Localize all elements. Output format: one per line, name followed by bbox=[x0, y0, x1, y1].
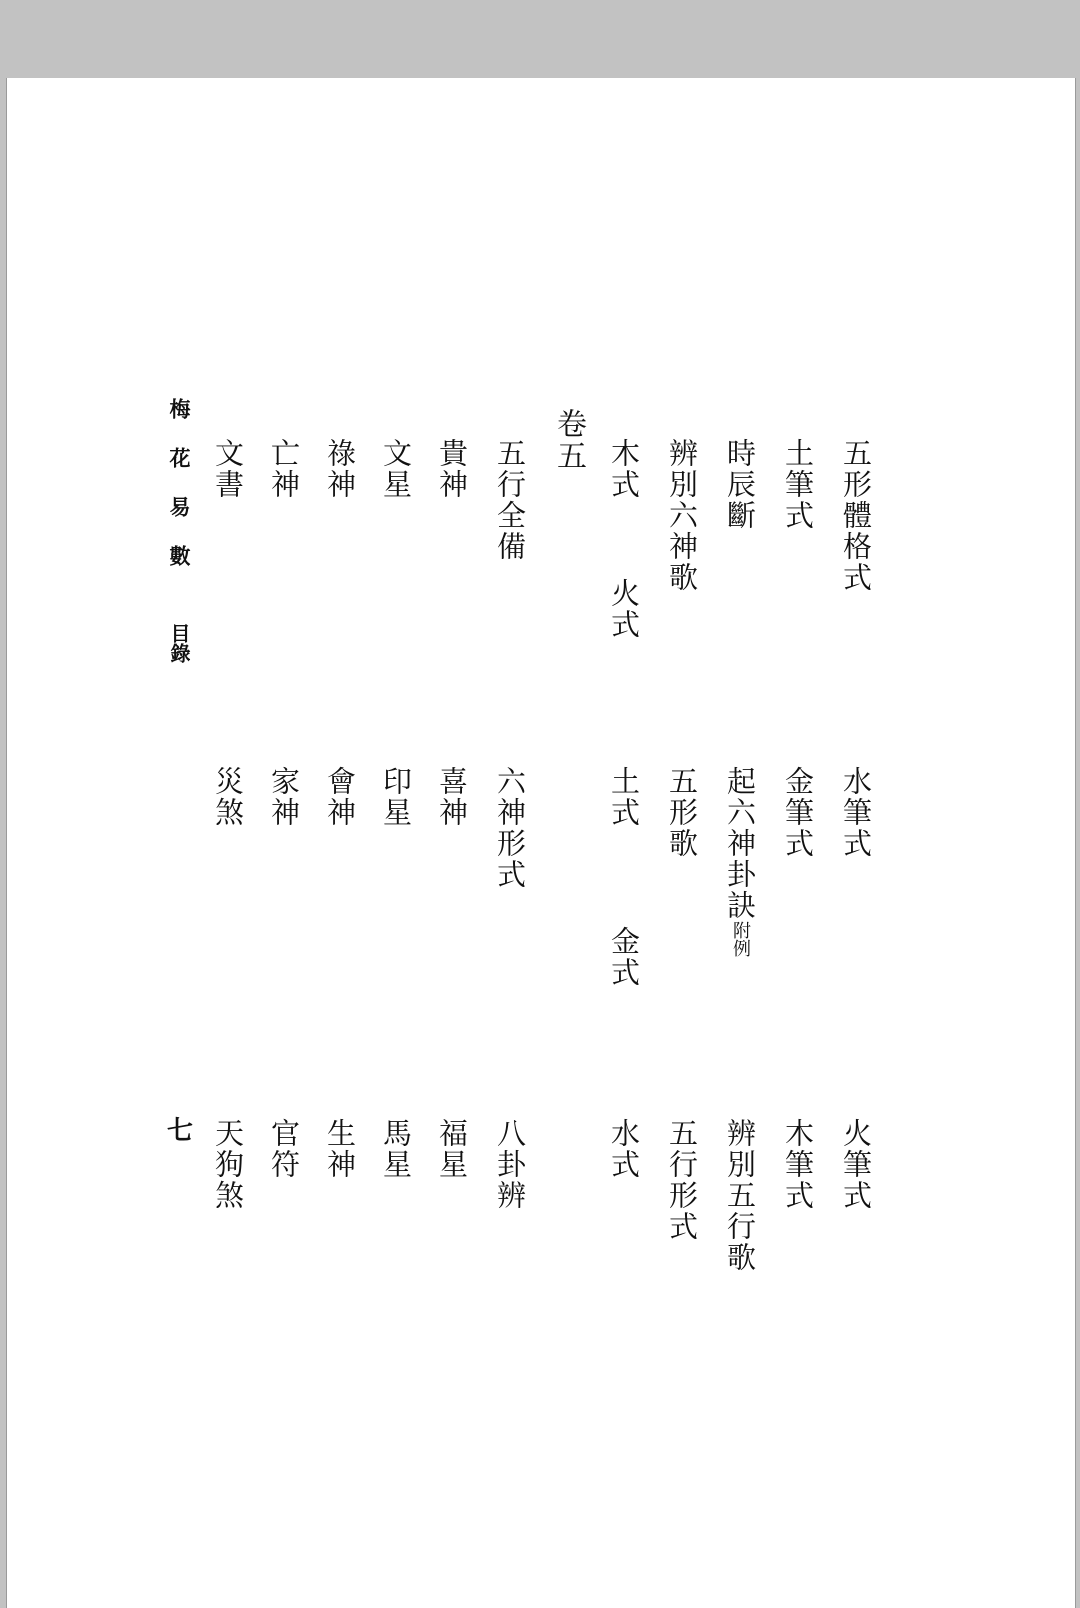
toc-entry: 辨別五行歌 bbox=[723, 1118, 757, 1273]
toc-entry: 官符 bbox=[267, 1118, 301, 1180]
toc-entry: 金式 bbox=[607, 926, 641, 988]
toc-entry: 火筆式 bbox=[839, 1118, 873, 1211]
running-title: 梅花易數 bbox=[167, 398, 192, 594]
toc-entry: 福星 bbox=[435, 1118, 469, 1180]
toc-entry-title: 起六神卦訣 bbox=[723, 766, 757, 921]
toc-entry: 喜神 bbox=[435, 766, 469, 828]
toc-entry bbox=[723, 766, 757, 957]
toc-entry: 家神 bbox=[267, 766, 301, 828]
toc-entry: 金筆式 bbox=[781, 766, 815, 859]
toc-entry: 文書 bbox=[211, 438, 245, 500]
toc-entry: 生神 bbox=[323, 1118, 357, 1180]
toc-entry: 亡神 bbox=[267, 438, 301, 500]
toc-entry: 貴神 bbox=[435, 438, 469, 500]
book-page bbox=[6, 78, 1076, 1608]
toc-entry: 辨別六神歌 bbox=[665, 438, 699, 593]
toc-entry: 五形體格式 bbox=[839, 438, 873, 593]
toc-entry: 五行全備 bbox=[493, 438, 527, 562]
toc-entry: 木式 bbox=[607, 438, 641, 500]
toc-entry: 文星 bbox=[379, 438, 413, 500]
toc-entry: 五形歌 bbox=[665, 766, 699, 859]
toc-entry: 六神形式 bbox=[493, 766, 527, 890]
toc-entry: 會神 bbox=[323, 766, 357, 828]
toc-entry: 時辰斷 bbox=[723, 438, 757, 531]
running-section: 目錄 bbox=[167, 623, 191, 663]
toc-entry: 天狗煞 bbox=[211, 1118, 245, 1211]
page-number: 七 bbox=[167, 1116, 194, 1146]
toc-entry: 水筆式 bbox=[839, 766, 873, 859]
toc-entry: 五行形式 bbox=[665, 1118, 699, 1242]
toc-entry: 土式 bbox=[607, 766, 641, 828]
toc-entry: 火式 bbox=[607, 578, 641, 640]
toc-entry: 印星 bbox=[379, 766, 413, 828]
toc-entry: 土筆式 bbox=[781, 438, 815, 531]
toc-entry: 木筆式 bbox=[781, 1118, 815, 1211]
toc-entry: 馬星 bbox=[379, 1118, 413, 1180]
toc-entry: 八卦辨 bbox=[493, 1118, 527, 1211]
toc-entry: 災煞 bbox=[211, 766, 245, 828]
toc-entry-note: 附例 bbox=[730, 921, 751, 957]
toc-entry: 水式 bbox=[607, 1118, 641, 1180]
toc-entry: 祿神 bbox=[323, 438, 357, 500]
volume-heading: 卷五 bbox=[551, 408, 586, 472]
